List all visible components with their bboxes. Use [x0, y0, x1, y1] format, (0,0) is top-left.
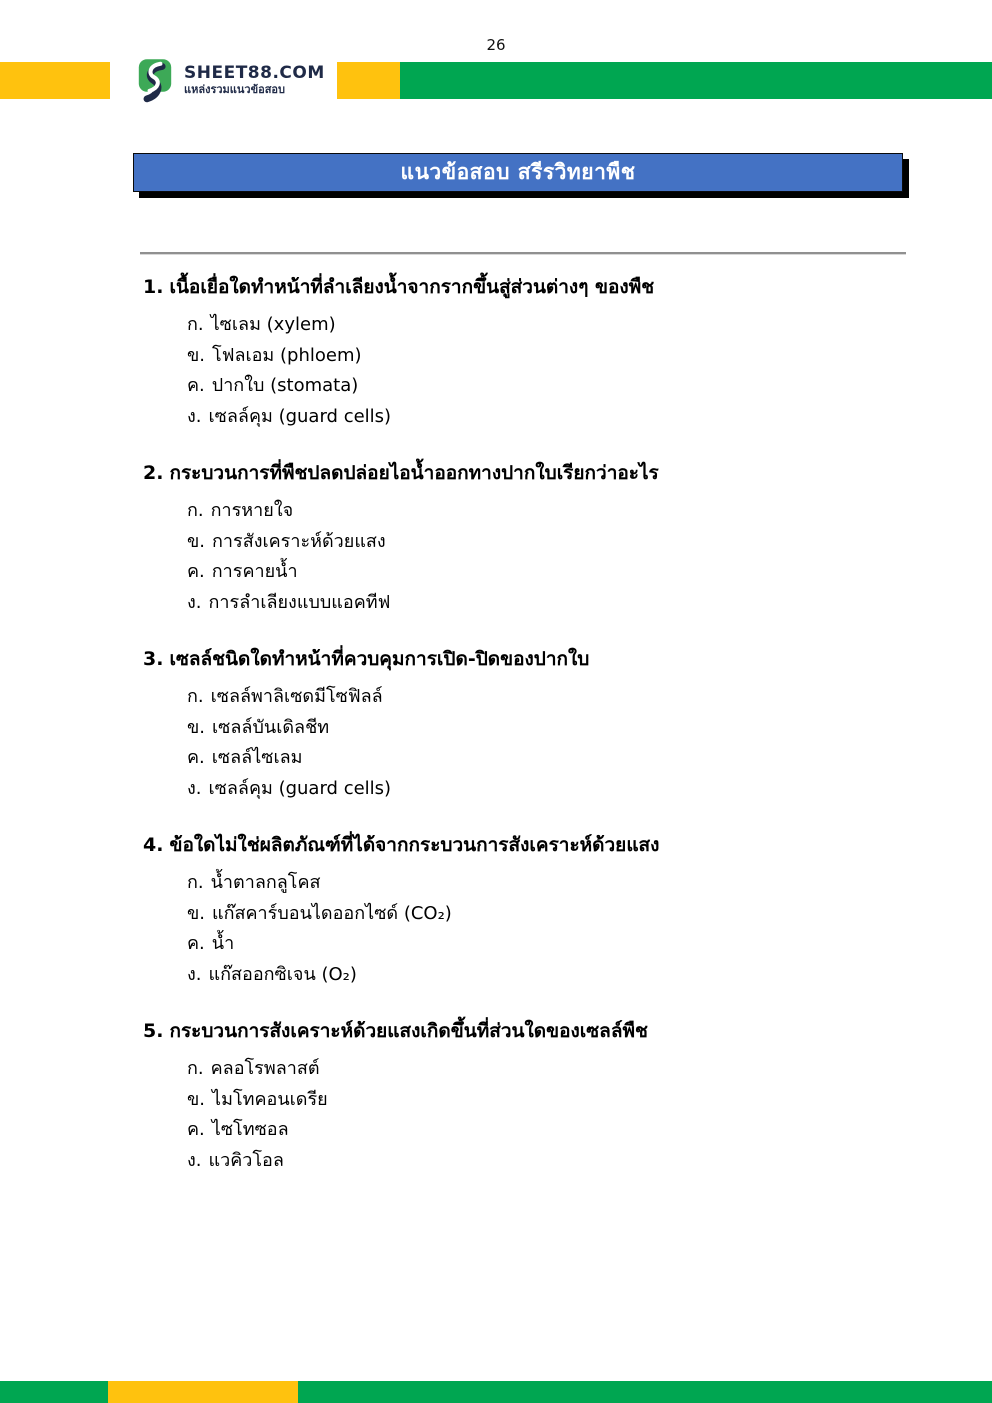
option-a [187, 310, 933, 341]
question-number: 1. [143, 276, 164, 298]
question-heading [143, 1016, 933, 1046]
brand-tagline: แหล่งรวมแนวข้อสอบ [184, 83, 286, 96]
option-text: การสังเคราะห์ด้วยแสง [212, 530, 386, 552]
option-b [187, 899, 933, 930]
option-d [187, 588, 933, 619]
document-title: แนวข้อสอบ สรีรวิทยาพืช [400, 160, 636, 184]
option-label: ง. [187, 963, 202, 985]
option-text: ไซโทซอล [211, 1119, 289, 1140]
question-heading [143, 830, 933, 860]
option-text: ไซเลม (xylem) [210, 314, 336, 335]
question-3 [143, 644, 933, 804]
option-b [187, 341, 933, 372]
option-label: ค. [187, 933, 205, 954]
option-a [187, 1054, 933, 1085]
option-d [187, 774, 933, 805]
option-label: ง. [187, 405, 202, 427]
option-c [187, 371, 933, 402]
option-text: คลอโรพลาสต์ [210, 1058, 320, 1079]
option-a [187, 496, 933, 527]
option-label: ง. [187, 1149, 202, 1171]
question-4 [143, 830, 933, 990]
option-label: ข. [187, 530, 206, 552]
option-label: ข. [187, 902, 206, 924]
sheet88-logo [137, 58, 325, 102]
option-label: ก. [187, 500, 204, 521]
option-label: ข. [187, 1088, 206, 1110]
question-text: กระบวนการสังเคราะห์ด้วยแสงเกิดขึ้นที่ส่วนใดของเซลล์พืช [169, 1020, 648, 1042]
options-list [187, 310, 933, 432]
option-d [187, 960, 933, 991]
option-text: น้ำ [211, 933, 235, 954]
question-text: เซลล์ชนิดใดทำหน้าที่ควบคุมการเปิด-ปิดของปากใบ [169, 648, 590, 670]
brand-name: SHEET88.COM [184, 63, 325, 83]
option-b [187, 1085, 933, 1116]
horizontal-divider [140, 252, 906, 255]
option-label: ค. [187, 747, 205, 768]
question-heading [143, 272, 933, 302]
option-label: ข. [187, 344, 206, 366]
option-a [187, 868, 933, 899]
question-number: 2. [143, 462, 164, 484]
option-b [187, 713, 933, 744]
option-label: ก. [187, 1058, 204, 1079]
option-text: แก๊สคาร์บอนไดออกไซด์ (CO₂) [212, 902, 452, 924]
option-text: เซลล์คุม (guard cells) [208, 405, 392, 427]
option-text: แวคิวโอล [208, 1149, 284, 1171]
option-label: ค. [187, 561, 205, 582]
options-list [187, 496, 933, 618]
header-accent-bar-yellow-mid [337, 62, 400, 99]
option-label: ค. [187, 375, 205, 396]
question-2 [143, 458, 933, 618]
logo-text-block [184, 58, 325, 96]
option-label: ข. [187, 716, 206, 738]
header-accent-bar-green [400, 62, 992, 99]
header-accent-bar-yellow-left [0, 62, 110, 99]
option-b [187, 527, 933, 558]
s-swoosh-logo-icon [137, 58, 173, 102]
option-label: ก. [187, 686, 204, 707]
footer-accent-bar-green-right [298, 1381, 992, 1403]
option-text: เซลล์ไซเลม [211, 747, 303, 768]
option-text: ไมโทคอนเดรีย [212, 1088, 328, 1110]
question-heading [143, 458, 933, 488]
option-c [187, 929, 933, 960]
question-5 [143, 1016, 933, 1176]
option-d [187, 1146, 933, 1177]
option-text: เซลล์คุม (guard cells) [208, 777, 392, 799]
option-text: การหายใจ [210, 500, 294, 521]
option-text: การลำเลียงแบบแอคทีฟ [208, 591, 391, 613]
option-c [187, 743, 933, 774]
question-text: กระบวนการที่พืชปลดปล่อยไอน้ำออกทางปากใบเรียกว่าอะไร [169, 462, 659, 484]
option-label: ง. [187, 777, 202, 799]
question-text: เนื้อเยื่อใดทำหน้าที่ลำเลียงน้ำจากรากขึ้นสู่ส่วนต่างๆ ของพืช [169, 276, 655, 298]
option-label: ค. [187, 1119, 205, 1140]
option-d [187, 402, 933, 433]
option-text: น้ำตาลกลูโคส [210, 872, 321, 893]
option-label: ก. [187, 314, 204, 335]
option-c [187, 1115, 933, 1146]
title-banner [133, 153, 903, 192]
footer-accent-bar-yellow [108, 1381, 298, 1403]
quiz-content [143, 272, 933, 1202]
option-label: ง. [187, 591, 202, 613]
option-text: เซลล์บันเดิลชีท [212, 716, 330, 738]
options-list [187, 868, 933, 990]
question-number: 3. [143, 648, 164, 670]
option-a [187, 682, 933, 713]
option-text: แก๊สออกซิเจน (O₂) [208, 963, 357, 985]
question-heading [143, 644, 933, 674]
option-text: เซลล์พาลิเซดมีโซฟิลล์ [210, 686, 383, 707]
option-text: ปากใบ (stomata) [211, 375, 359, 396]
question-number: 5. [143, 1020, 164, 1042]
options-list [187, 1054, 933, 1176]
footer-accent-bar-green-left [0, 1381, 108, 1403]
option-text: การคายน้ำ [211, 561, 298, 582]
option-text: โฟลเอม (phloem) [212, 344, 362, 366]
options-list [187, 682, 933, 804]
question-text: ข้อใดไม่ใช่ผลิตภัณฑ์ที่ได้จากกระบวนการสังเคราะห์ด้วยแสง [169, 834, 660, 856]
option-c [187, 557, 933, 588]
option-label: ก. [187, 872, 204, 893]
question-1 [143, 272, 933, 432]
page-number: 26 [486, 36, 506, 54]
question-number: 4. [143, 834, 164, 856]
